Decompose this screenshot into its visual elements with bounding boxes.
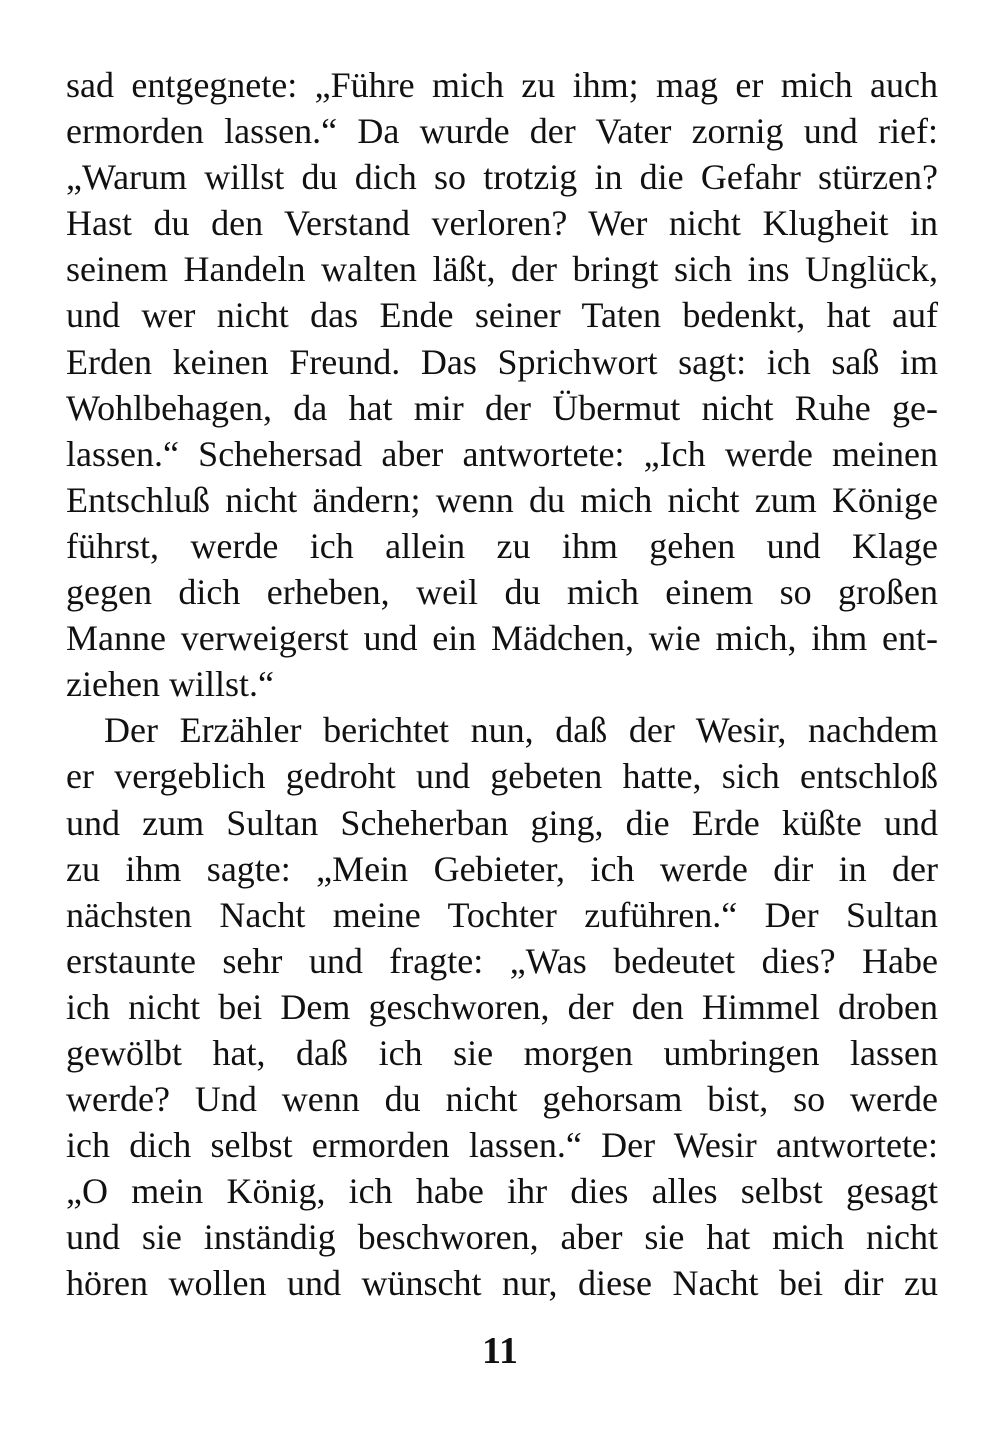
text-line: und sie inständig beschworen, aber sie hat mich nicht [66,1217,938,1258]
text-line: Der Erzähler berichtet nun, daß der Wesir, nachdem [104,710,938,751]
text-line: ermorden lassen.“ Da wurde der Vater zornig und rief: [66,111,938,152]
page-number: 11 [482,1330,518,1372]
paragraph-2 [66,707,938,1306]
text-line: seinem Handeln walten läßt, der bringt sich ins Unglück, [66,249,938,290]
text-line: werde? Und wenn du nicht gehorsam bist, so werde [66,1079,938,1120]
text-line: und wer nicht das Ende seiner Taten bedenkt, hat auf [66,295,938,336]
text-line: ich nicht bei Dem geschworen, der den Himmel droben [66,986,938,1027]
text-line: gewölbt hat, daß ich sie morgen umbringen lassen [66,1032,938,1073]
text-line: ziehen willst.“ [66,664,274,705]
text-line: gegen dich erheben, weil du mich einem so großen [66,572,938,613]
text-line: „Warum willst du dich so trotzig in die Gefahr stürzen? [66,157,938,198]
text-line: zu ihm sagte: „Mein Gebieter, ich werde dir in der [66,848,938,889]
text-line: Wohlbehagen, da hat mir der Übermut nicht Ruhe ge- [66,387,938,428]
text-line: und zum Sultan Scheherban ging, die Erde küßte und [66,802,938,843]
page-body [66,62,938,1307]
text-line: „O mein König, ich habe ihr dies alles selbst gesagt [66,1171,938,1212]
text-line: erstaunte sehr und fragte: „Was bedeutet dies? Habe [66,940,938,981]
text-line: führst, werde ich allein zu ihm gehen und Klage [66,525,938,566]
text-line: nächsten Nacht meine Tochter zuführen.“ Der Sultan [66,894,938,935]
text-line: Erden keinen Freund. Das Sprichwort sagt: ich saß im [66,341,938,382]
paragraph-1 [66,62,938,707]
text-line: sad entgegnete: „Führe mich zu ihm; mag er mich auch [66,65,938,105]
text-line: Entschluß nicht ändern; wenn du mich nicht zum Könige [66,479,938,520]
text-line: er vergeblich gedroht und gebeten hatte, sich entschloß [66,756,938,797]
text-line: lassen.“ Schehersad aber antwortete: „Ich werde meinen [66,433,938,474]
text-line: hören wollen und wünscht nur, diese Nacht bei dir zu [66,1263,938,1304]
text-line: Hast du den Verstand verloren? Wer nicht Klugheit in [66,203,938,244]
text-line: ich dich selbst ermorden lassen.“ Der Wesir antwortete: [66,1125,938,1166]
text-line: Manne verweigerst und ein Mädchen, wie mich, ihm ent- [66,618,938,659]
